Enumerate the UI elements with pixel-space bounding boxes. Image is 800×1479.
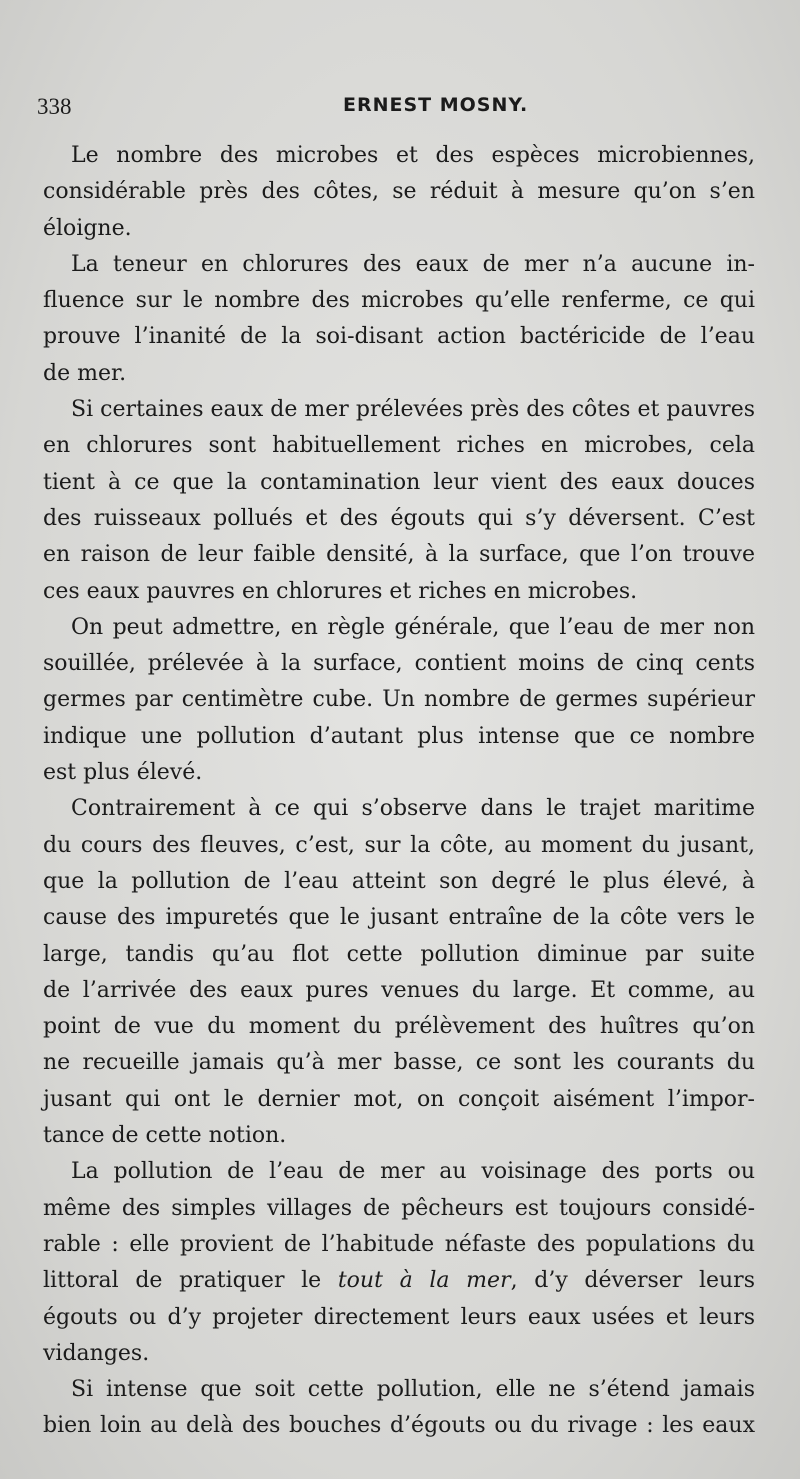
text-line: cause des impuretés que le jusant entraîne de la côte vers le: [43, 905, 755, 931]
text-line: tance de cette notion.: [43, 1123, 287, 1149]
text-line: tient à ce que la contamination leur vient des eaux douces: [43, 469, 755, 495]
text-line: jusant qui ont le dernier mot, on conçoit aisément l’impor-: [43, 1086, 755, 1112]
text-line: en raison de leur faible densité, à la surface, que l’on trouve: [43, 542, 755, 568]
text-line: Si certaines eaux de mer prélevées près des côtes et pauvres: [71, 397, 755, 423]
text-line: est plus élevé.: [43, 760, 203, 786]
text-line: La teneur en chlorures des eaux de mer n’a aucune in-: [71, 251, 755, 277]
text-line: considérable près des côtes, se réduit à mesure qu’on s’en: [43, 179, 755, 205]
text-line: de l’arrivée des eaux pures venues du large. Et comme, au: [43, 977, 755, 1003]
text-line: germes par centimètre cube. Un nombre de germes supérieur: [43, 687, 755, 713]
text-line: littoral de pratiquer le tout à la mer, d’y déverser leurs: [43, 1268, 755, 1294]
text-line: large, tandis qu’au flot cette pollution diminue par suite: [43, 941, 755, 967]
text-line: rable : elle provient de l’habitude néfaste des populations du: [43, 1231, 755, 1257]
text-line: en chlorures sont habituellement riches en microbes, cela: [43, 433, 755, 459]
text-line: bien loin au delà des bouches d’égouts ou du rivage : les eaux: [43, 1413, 755, 1439]
text-line: des ruisseaux pollués et des égouts qui s’y déversent. C’est: [43, 505, 755, 531]
text-line: Le nombre des microbes et des espèces microbiennes,: [71, 143, 755, 168]
text-line: Contrairement à ce qui s’observe dans le trajet maritime: [71, 796, 755, 822]
text-line: La pollution de l’eau de mer au voisinage des ports ou: [71, 1159, 755, 1185]
text-line: souillée, prélevée à la surface, contient moins de cinq cents: [43, 651, 755, 677]
text-line: même des simples villages de pêcheurs est toujours considé-: [43, 1195, 755, 1221]
text-line: point de vue du moment du prélèvement des huîtres qu’on: [43, 1014, 755, 1040]
text-line: ces eaux pauvres en chlorures et riches en microbes.: [43, 578, 638, 604]
text-line: Si intense que soit cette pollution, elle ne s’étend jamais: [71, 1377, 755, 1403]
page-header: [37, 94, 757, 126]
text-line: que la pollution de l’eau atteint son degré le plus élevé, à: [43, 868, 755, 894]
text-line: vidanges.: [43, 1340, 150, 1366]
text-line: de mer.: [43, 360, 127, 386]
text-line: du cours des fleuves, c’est, sur la côte, au moment du jusant,: [43, 832, 755, 858]
text-line: ne recueille jamais qu’à mer basse, ce sont les courants du: [43, 1050, 755, 1076]
text-line: prouve l’inanité de la soi-disant action bactéricide de l’eau: [43, 324, 755, 350]
text-line: indique une pollution d’autant plus intense que ce nombre: [43, 723, 755, 749]
text-line: fluence sur le nombre des microbes qu’elle renferme, ce qui: [43, 288, 755, 314]
page-number: 338: [37, 94, 72, 119]
body-text: [43, 138, 755, 1445]
running-title: ERNEST MOSNY.: [343, 94, 529, 116]
text-line: éloigne.: [43, 215, 132, 241]
text-line: égouts ou d’y projeter directement leurs eaux usées et leurs: [43, 1304, 755, 1330]
text-line: On peut admettre, en règle générale, que l’eau de mer non: [71, 614, 755, 640]
